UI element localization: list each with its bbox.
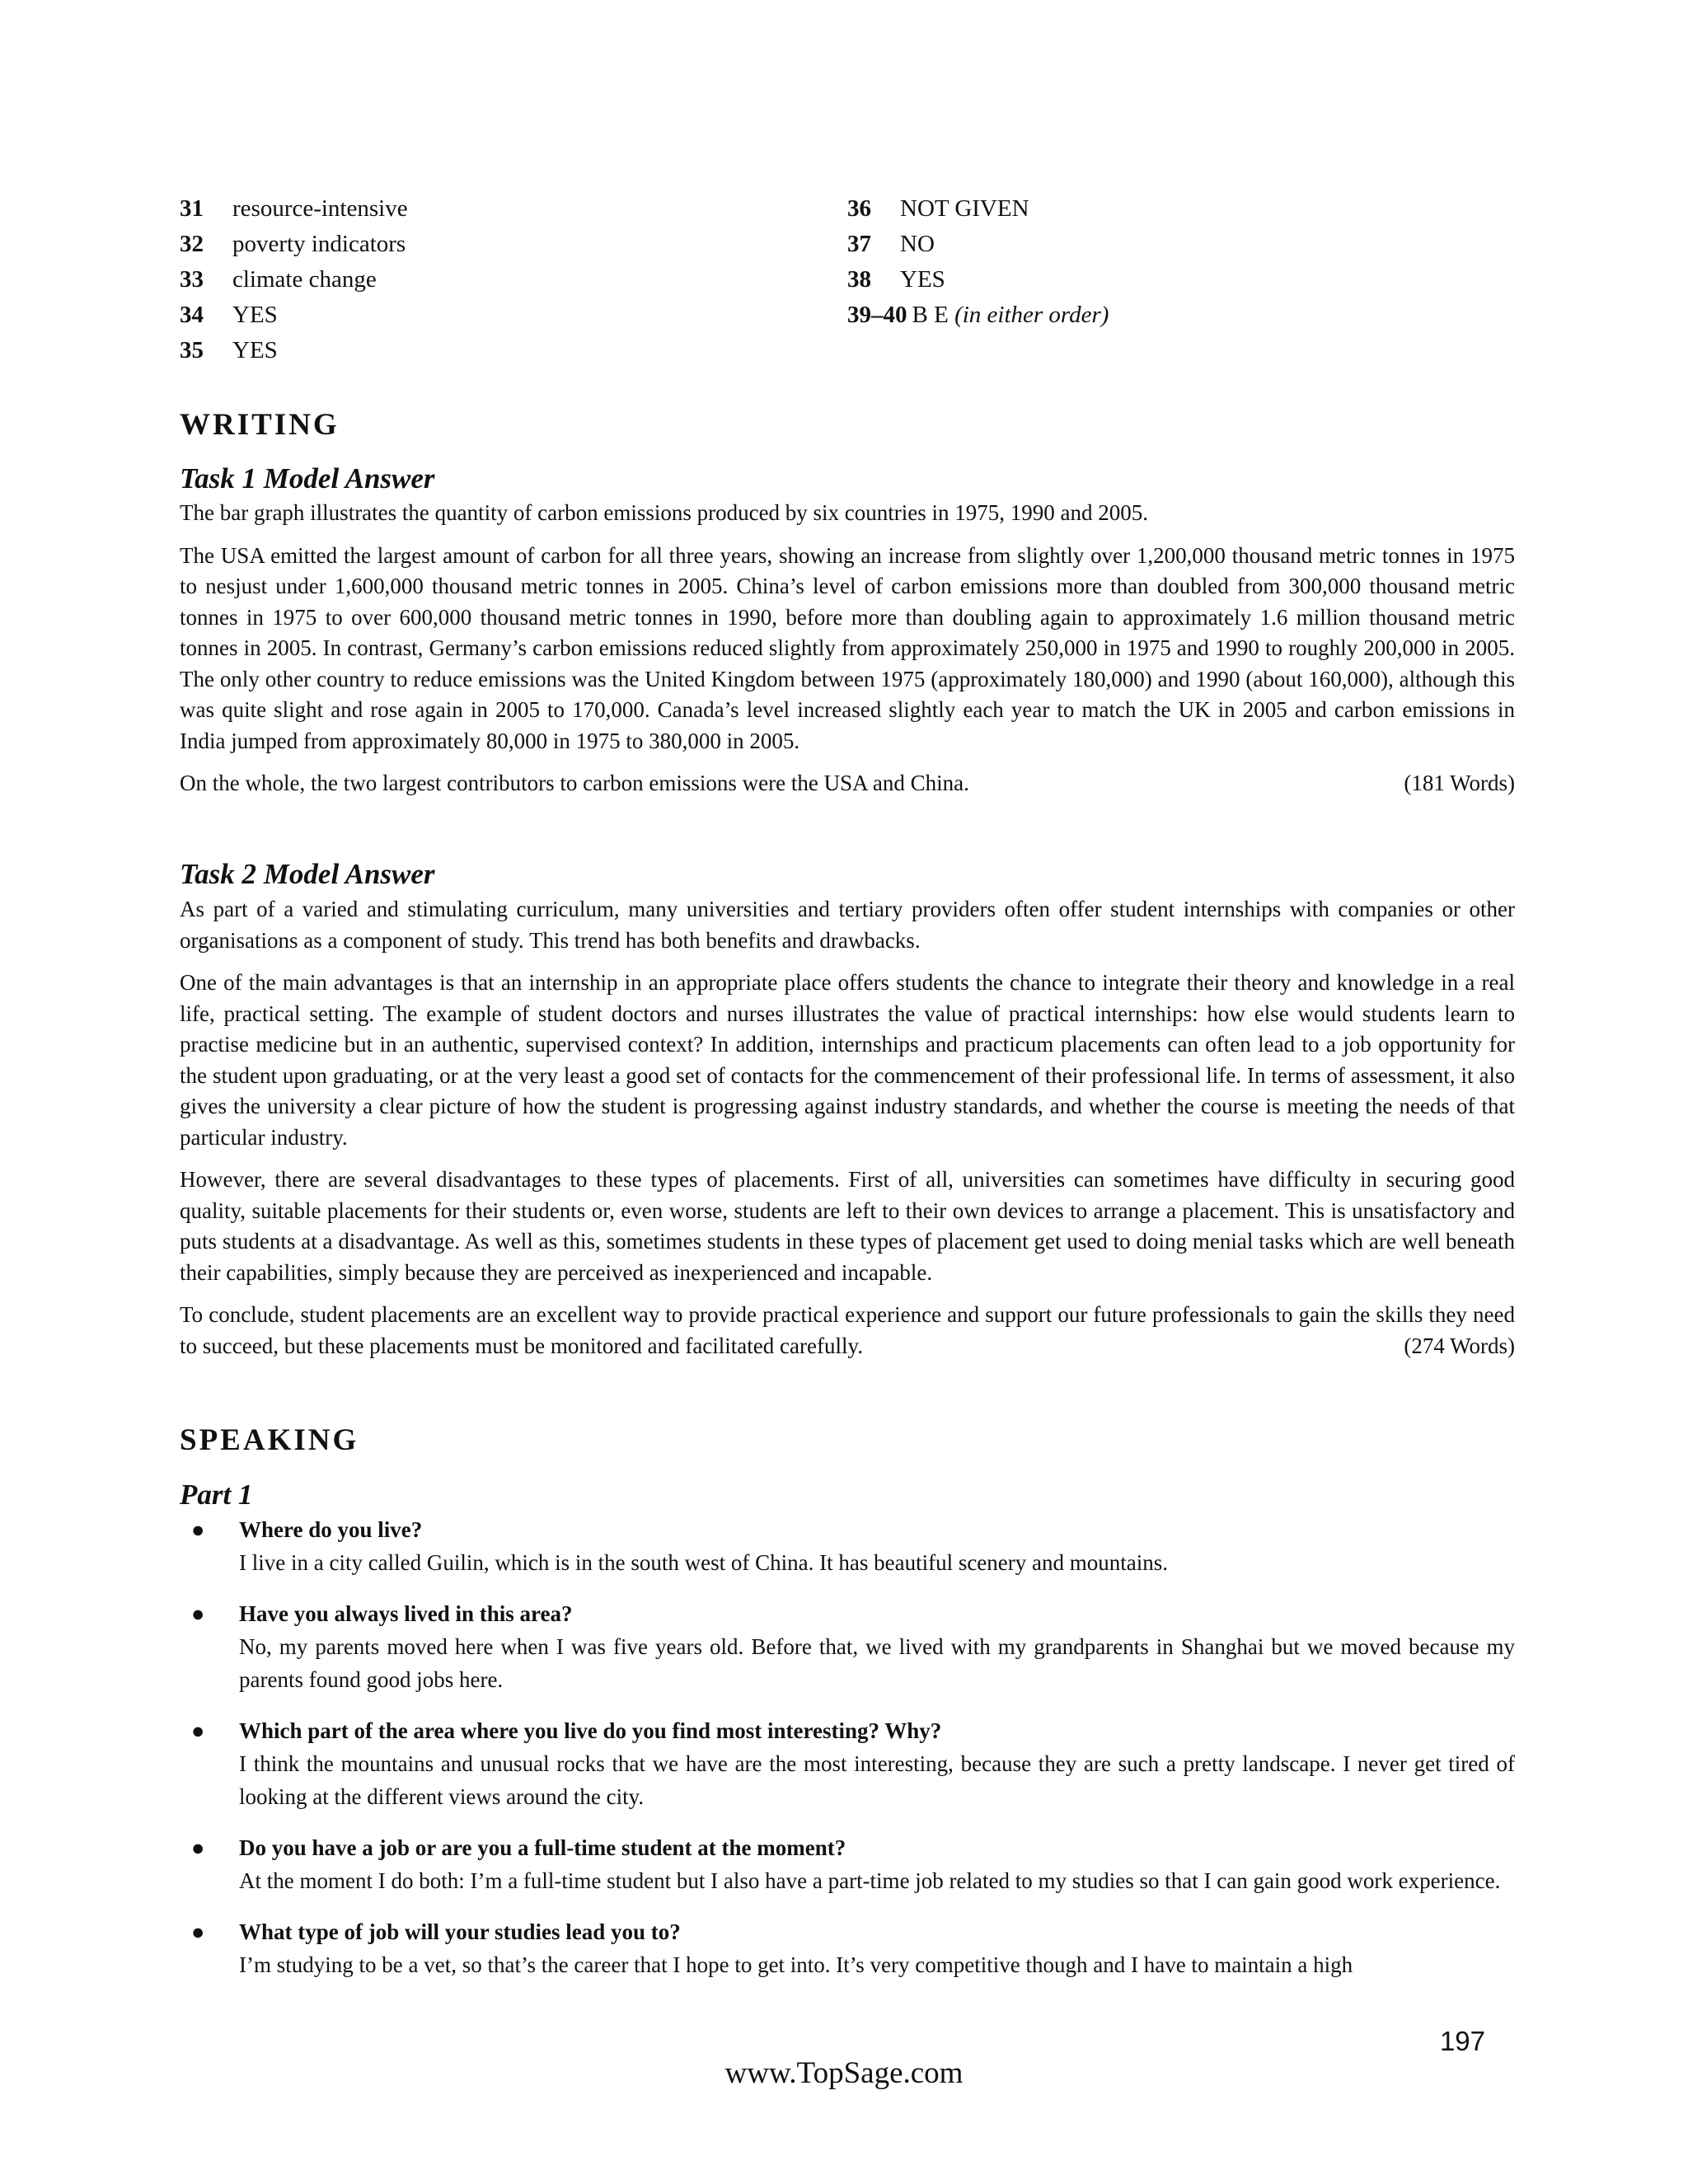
answer-note: (in either order) — [954, 302, 1109, 328]
task1-word-count: (181 Words) — [1404, 771, 1515, 795]
part1-heading: Part 1 — [180, 1479, 253, 1511]
answer: I’m studying to be a vet, so that’s the career that I hope to get into. It’s very competitive though and I have to maintain a high — [239, 1952, 1353, 1977]
footer-url: www.TopSage.com — [724, 2056, 964, 2090]
answer-number: 33 — [180, 266, 204, 293]
task1-body — [180, 498, 1515, 799]
task2-paragraph-1: As part of a varied and stimulating curriculum, many universities and tertiary providers often offer student internships with companies or other organisations as a component of study. This trend has both benefits and drawbacks. — [180, 897, 1515, 953]
answer-row — [180, 262, 408, 298]
answer-number: 39–40 — [847, 302, 907, 328]
answer-key — [180, 191, 1515, 373]
answer-row — [847, 298, 1109, 333]
speaking-qa-list — [180, 1513, 1515, 1999]
task2-heading: Task 2 Model Answer — [180, 858, 435, 890]
answer: At the moment I do both: I’m a full-time student but I also have a part-time job related to my studies so that I can gain good work experience. — [239, 1868, 1501, 1893]
task2-paragraph-4-text: To conclude, student placements are an excellent way to provide practical experience and support our future professionals to gain the skills they need to succeed, but these placements must be monitored and facilitated carefully. — [180, 1302, 1515, 1358]
qa-item — [180, 1513, 1515, 1579]
answer: I think the mountains and unusual rocks that we have are the most interesting, because they are such a pretty landscape. I never get tired of looking at the different views around the city. — [239, 1751, 1515, 1809]
task2-word-count: (274 Words) — [1404, 1333, 1515, 1358]
speaking-heading: SPEAKING — [180, 1423, 359, 1457]
bullet-icon: ● — [191, 1517, 205, 1542]
answer-text: NO — [900, 231, 935, 257]
answer-row — [847, 191, 1109, 227]
answer-text: resource-intensive — [232, 195, 408, 222]
question: Have you always lived in this area? — [239, 1601, 573, 1626]
answer-number: 34 — [180, 302, 204, 328]
task1-paragraph-1: The bar graph illustrates the quantity of carbon emissions produced by six countries in 1975, 1990 and 2005. — [180, 500, 1149, 525]
task1-conclusion-row — [180, 768, 1515, 799]
question: Which part of the area where you live do you find most interesting? Why? — [239, 1718, 942, 1743]
answer-number: 37 — [847, 231, 871, 257]
task2-paragraph-2: One of the main advantages is that an internship in an appropriate place offers students the chance to integrate their theory and knowledge in a real life, practical setting. The example of student doctors and nurses illustrates the value of practical internships: how else would students learn to practise medicine but in an authentic, supervised context? In addition, internships and practicum placements can often lead to a job opportunity for the student upon graduating, or at the very least a good set of contacts for the commencement of their professional life. In terms of assessment, it also gives the university a clear picture of how the student is progressing against industry standards, and whether the course is meeting the needs of that particular industry. — [180, 970, 1515, 1150]
task1-paragraph-3: On the whole, the two largest contributors to carbon emissions were the USA and China. — [180, 771, 969, 795]
page-number: 197 — [1439, 2026, 1485, 2056]
task1-heading: Task 1 Model Answer — [180, 462, 435, 494]
task2-paragraph-4 — [180, 1300, 1515, 1361]
answer-row — [847, 262, 1109, 298]
bullet-icon: ● — [191, 1835, 205, 1860]
question: Do you have a job or are you a full-time student at the moment? — [239, 1835, 846, 1860]
answer-number: 35 — [180, 337, 204, 363]
answer-text: B E — [912, 302, 949, 328]
answer-row — [180, 227, 408, 262]
answer-text: climate change — [232, 266, 377, 293]
answer-row — [180, 191, 408, 227]
task2-paragraph-3: However, there are several disadvantages to these types of placements. First of all, universities can sometimes have difficulty in securing good quality, suitable placements for their students or, even worse, students are left to their own devices to arrange a placement. This is unsatisfactory and puts students at a disadvantage. As well as this, sometimes students in these types of placement get used to doing menial tasks which are well beneath their capabilities, simply because they are perceived as inexperienced and incapable. — [180, 1167, 1515, 1285]
answer-number: 36 — [847, 195, 871, 222]
task2-body — [180, 894, 1515, 1361]
qa-item — [180, 1597, 1515, 1696]
qa-item — [180, 1831, 1515, 1897]
answer: I live in a city called Guilin, which is in the south west of China. It has beautiful scenery and mountains. — [239, 1550, 1168, 1575]
bullet-icon: ● — [191, 1601, 205, 1626]
qa-item — [180, 1714, 1515, 1813]
writing-heading: WRITING — [180, 408, 340, 442]
answer-column-left — [180, 191, 408, 368]
answer-number: 38 — [847, 266, 871, 293]
qa-item — [180, 1915, 1515, 1981]
answer-text: YES — [232, 302, 278, 328]
question: What type of job will your studies lead you to? — [239, 1919, 681, 1944]
answer: No, my parents moved here when I was five years old. Before that, we lived with my grandparents in Shanghai but we moved because my parents found good jobs here. — [239, 1634, 1515, 1692]
bullet-icon: ● — [191, 1718, 205, 1743]
answer-number: 32 — [180, 231, 204, 257]
answer-text: poverty indicators — [232, 231, 406, 257]
question: Where do you live? — [239, 1517, 423, 1542]
answer-text: NOT GIVEN — [900, 195, 1029, 222]
answer-column-right — [847, 191, 1109, 333]
task1-paragraph-2: The USA emitted the largest amount of carbon for all three years, showing an increase from slightly over 1,200,000 thousand metric tonnes in 1975 to nesjust under 1,600,000 thousand metric tonnes in 2005. China’s level of carbon emissions more than doubled from 300,000 thousand metric tonnes in 1975 to over 600,000 thousand metric tonnes in 1990, before more than doubling again to approximately 1.6 million thousand metric tonnes in 2005. In contrast, Germany’s carbon emissions reduced slightly from approximately 250,000 in 1975 and 1990 to roughly 200,000 in 2005. The only other country to reduce emissions was the United Kingdom between 1975 (approximately 180,000) and 1990 (about 160,000), although this was quite slight and rose again in 2005 to 170,000. Canada’s level increased slightly each year to match the UK in 2005 and carbon emissions in India jumped from approximately 80,000 in 1975 to 380,000 in 2005. — [180, 542, 1515, 753]
answer-text: YES — [232, 337, 278, 363]
answer-row — [180, 298, 408, 333]
answer-text: YES — [900, 266, 945, 293]
answer-number: 31 — [180, 195, 204, 222]
answer-row — [180, 333, 408, 368]
answer-row — [847, 227, 1109, 262]
bullet-icon: ● — [191, 1919, 205, 1944]
